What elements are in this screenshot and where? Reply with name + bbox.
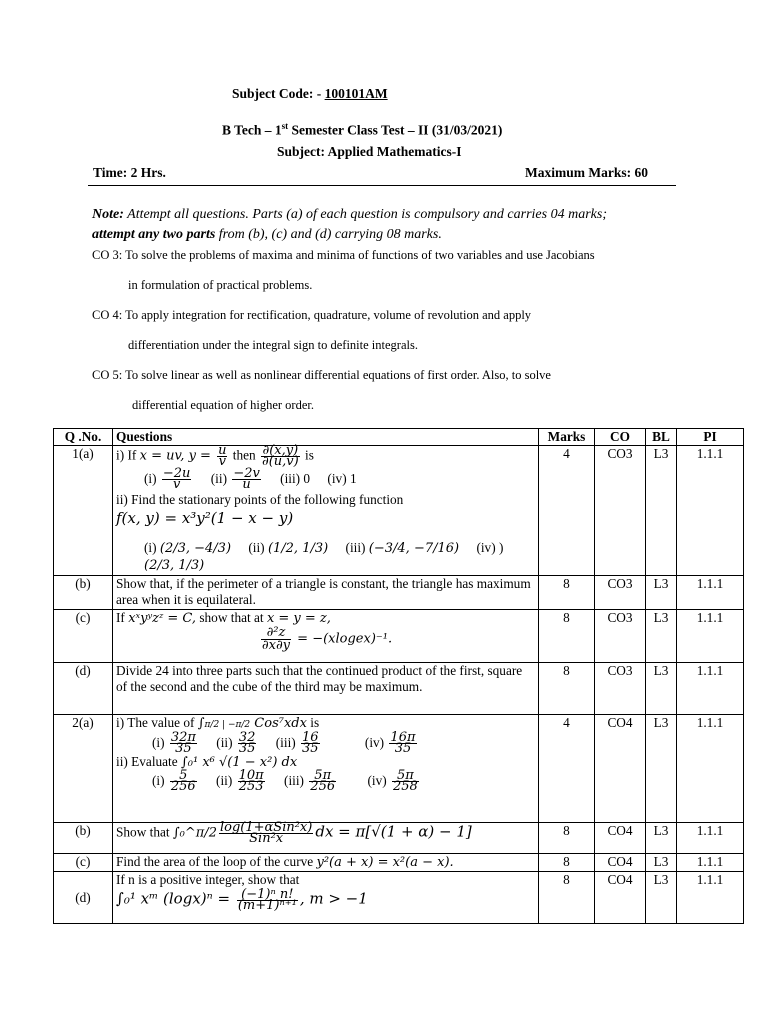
note-label: Note: xyxy=(92,207,124,222)
qno-cell: (b) xyxy=(54,823,113,854)
q2a-pt-4-num: 5π xyxy=(392,771,419,782)
q2a-opt-3-label: (iii) xyxy=(275,734,300,750)
q2a-pt-1-den: 256 xyxy=(170,779,196,794)
q1a-i-options xyxy=(116,466,535,492)
q1a-opt-1 xyxy=(144,466,193,492)
qno-cell: (d) xyxy=(54,663,113,715)
co-cell: CO4 xyxy=(595,872,646,924)
q1a-opt-2-num: −2v xyxy=(233,466,260,481)
bl-cell: L3 xyxy=(646,715,677,823)
bl-cell: L3 xyxy=(646,663,677,715)
exam-title-sup: st xyxy=(281,121,289,131)
q2a-integral-sign: ∫ xyxy=(197,716,205,731)
table-row xyxy=(54,576,744,610)
q2a-opt-2-label: (ii) xyxy=(216,734,236,750)
q1a-pt-3-label: (iii) xyxy=(345,540,369,555)
q2a-opt-2-num: 32 xyxy=(238,730,256,745)
q1a-jacobian xyxy=(261,443,300,469)
subject-code: 100101AM xyxy=(324,86,388,101)
q1c-eq: xˣyʸzᶻ = C, xyxy=(128,611,197,626)
co3-line-1: CO 3: To solve the problems of maxima and minima of functions of two variables and use Jacobians xyxy=(92,248,595,262)
q1a-part-ii: ii) Find the stationary points of the following function xyxy=(116,492,404,507)
q2d-formula xyxy=(116,887,535,913)
q2b-integral: ∫₀^π/2 xyxy=(172,825,217,841)
q1a-pt-2 xyxy=(248,540,328,555)
q1a-opt-1-num: −2u xyxy=(162,466,191,481)
header-marks: Marks xyxy=(539,429,595,446)
q2a-pt-3-label: (iii) xyxy=(284,772,308,788)
q2a-is: is xyxy=(306,715,320,730)
q2a-pt-4-label: (iv) xyxy=(367,772,390,788)
q2a-opt-4-num: 16π xyxy=(390,730,416,745)
co-cell: CO3 xyxy=(595,663,646,715)
qno-cell: (b) xyxy=(54,576,113,610)
q1a-frac-den: v xyxy=(218,454,226,469)
q1a-pt-1-label: (i) xyxy=(144,540,160,555)
header-bl: BL xyxy=(646,429,677,446)
table-row xyxy=(54,872,744,924)
qno-cell: (c) xyxy=(54,854,113,872)
q1a-opt-1-label: (i) xyxy=(144,470,160,486)
q2a-pt-1-label: (i) xyxy=(152,772,168,788)
q2a-pt-3-den: 256 xyxy=(310,779,336,794)
exam-title-post: Semester Class Test – II (31/03/2021) xyxy=(288,122,503,138)
q1a-pt-4-value: (2/3, 1/3) xyxy=(144,558,205,573)
question-cell xyxy=(113,715,539,823)
q2d-frac-den: (m+1)ⁿ⁺¹ xyxy=(237,898,297,913)
q1c-pre: If xyxy=(116,610,129,625)
q1a-pt-2-label: (ii) xyxy=(248,540,268,555)
table-row xyxy=(54,715,744,823)
q2a-pt-1-num: 5 xyxy=(170,771,197,782)
q1a-ii-options xyxy=(116,540,535,574)
subject-code-line xyxy=(232,86,388,102)
co3-line-2: in formulation of practical problems. xyxy=(128,278,313,292)
header-pi: PI xyxy=(677,429,744,446)
q1a-i-eq: x = uv, y = xyxy=(139,448,216,464)
exam-title xyxy=(222,121,502,139)
q1a-opt-2-label: (ii) xyxy=(210,470,231,486)
q1a-pt-3 xyxy=(346,540,460,555)
header-questions: Questions xyxy=(113,429,539,446)
q1a-pt-4-label: (iv) ) xyxy=(476,540,504,555)
note-bold: attempt any two parts xyxy=(92,227,216,242)
q1c-lhs-num: ∂²z xyxy=(261,627,291,640)
pi-cell: 1.1.1 xyxy=(677,610,744,663)
note-text-1: Attempt all questions. Parts (a) of each question is compulsory and carries 04 marks; xyxy=(123,207,607,222)
pi-cell: 1.1.1 xyxy=(677,823,744,854)
q1c-mid: show that at xyxy=(196,610,267,625)
bl-cell: L3 xyxy=(646,446,677,576)
q2d-lhs: ∫₀¹ xᵐ (logx)ⁿ = xyxy=(116,889,235,908)
q2a-pt-2-den: 253 xyxy=(238,779,264,794)
q2a-pt-2-num: 10π xyxy=(238,768,264,783)
q2a-i-options xyxy=(116,730,535,756)
question-cell xyxy=(113,854,539,872)
q2a-opt-1-num: 32π xyxy=(170,730,196,745)
q2a-opt-4-label: (iv) xyxy=(364,734,388,750)
q1a-i-pre: i) If xyxy=(116,447,140,463)
q2b-pre: Show that xyxy=(116,824,173,840)
co4-line-1: CO 4: To apply integration for rectification, quadrature, volume of revolution and apply xyxy=(92,308,532,322)
marks-cell: 8 xyxy=(539,854,595,872)
q2c-eq: y²(a + x) = x²(a − x). xyxy=(316,855,454,870)
q1c-line-1 xyxy=(116,610,535,627)
co4-line-2: differentiation under the integral sign to definite integrals. xyxy=(128,338,418,352)
co-cell: CO4 xyxy=(595,823,646,854)
exam-max-marks: Maximum Marks: 60 xyxy=(525,165,648,180)
q1a-jac-den: ∂(u,v) xyxy=(262,454,299,469)
marks-cell: 4 xyxy=(539,446,595,576)
header-co: CO xyxy=(595,429,646,446)
q1a-opt-2 xyxy=(210,466,263,492)
question-cell xyxy=(113,872,539,924)
q1a-opt-1-den: v xyxy=(172,477,181,492)
bl-cell: L3 xyxy=(646,872,677,924)
q1a-pt-2-value: (1/2, 1/3) xyxy=(267,541,329,556)
q1a-pt-1 xyxy=(144,540,231,555)
q1c-cond: x = y = z, xyxy=(266,611,331,626)
subject-code-label: Subject Code: - xyxy=(232,86,325,101)
marks-cell: 8 xyxy=(539,610,595,663)
question-cell xyxy=(113,820,539,854)
qno-cell: (c) xyxy=(54,610,113,663)
bl-cell: L3 xyxy=(646,576,677,610)
table-row xyxy=(54,854,744,872)
q2a-ii-expr: ∫₀¹ x⁶ √(1 − x²) dx xyxy=(180,755,298,770)
q1a-opt-2-den: u xyxy=(242,477,251,492)
marks-cell: 4 xyxy=(539,715,595,823)
q1a-frac-num: u xyxy=(218,443,227,458)
q1a-is: is xyxy=(301,447,314,463)
co5-line-2: differential equation of higher order. xyxy=(132,398,314,412)
marks-cell: 8 xyxy=(539,663,595,715)
pi-cell: 1.1.1 xyxy=(677,854,744,872)
marks-cell: 8 xyxy=(539,872,595,924)
q2a-opt-1-label: (i) xyxy=(152,734,168,750)
co-cell: CO4 xyxy=(595,854,646,872)
q2b-frac-num: log(1+αSin²x) xyxy=(219,820,313,835)
question-cell: Divide 24 into three parts such that the continued product of the first, square of the second and the cube of the third may be maximum. xyxy=(113,663,539,715)
q2a-opt-3-den: 35 xyxy=(302,741,319,756)
q2a-pt-3-num: 5π xyxy=(309,771,336,782)
header-rule xyxy=(88,185,676,186)
table-row xyxy=(54,610,744,663)
qno-cell: 1(a) xyxy=(54,446,113,576)
exam-note xyxy=(92,205,692,245)
q2a-integrand: Cos⁷xdx xyxy=(250,716,307,731)
qno-cell: (d) xyxy=(54,872,113,924)
q1a-then: then xyxy=(229,447,259,463)
header-qno: Q .No. xyxy=(54,429,113,446)
q2a-ii-pre: ii) Evaluate xyxy=(116,754,181,769)
q2d-pre: If n is a positive integer, show that xyxy=(116,872,300,887)
q1a-opt-3: (iii) 0 xyxy=(280,470,311,486)
q2a-opt-2-den: 35 xyxy=(238,741,256,756)
bl-cell: L3 xyxy=(646,610,677,663)
marks-cell: 8 xyxy=(539,823,595,854)
table-row xyxy=(54,663,744,715)
q2a-i-pre: i) The value of xyxy=(116,715,198,730)
q2a-opt-4-den: 35 xyxy=(394,741,412,756)
q1a-opt-4: (iv) 1 xyxy=(327,470,357,486)
pi-cell: 1.1.1 xyxy=(677,872,744,924)
q1c-lhs-den: ∂x∂y xyxy=(261,638,291,653)
pi-cell: 1.1.1 xyxy=(677,446,744,576)
q1a-pt-1-value: (2/3, −4/3) xyxy=(159,541,232,556)
exam-title-pre: B Tech – 1 xyxy=(222,122,282,138)
pi-cell: 1.1.1 xyxy=(677,715,744,823)
question-cell: Show that, if the perimeter of a triangle is constant, the triangle has maximum area when it is equilateral. xyxy=(113,576,539,610)
co5-line-1: CO 5: To solve linear as well as nonlinear differential equations of first order. Also, to solve xyxy=(92,368,551,382)
q2c-pre: Find the area of the loop of the curve xyxy=(116,854,317,869)
q1a-pt-3-value: (−3/4, −7/16) xyxy=(368,541,460,556)
q1c-rhs: = −(xlogex)⁻¹. xyxy=(293,631,393,647)
marks-cell: 8 xyxy=(539,576,595,610)
subject-title: Subject: Applied Mathematics-I xyxy=(277,144,462,159)
q1a-frac xyxy=(217,443,227,469)
pi-cell: 1.1.1 xyxy=(677,663,744,715)
q2b-frac-den: Sin²x xyxy=(249,831,284,846)
q2d-rhs: , m > −1 xyxy=(299,889,368,908)
q2a-opt-3-num: 16 xyxy=(302,730,319,745)
q2a-pt-2-label: (ii) xyxy=(216,772,236,788)
table-row xyxy=(54,823,744,854)
questions-table xyxy=(53,428,744,924)
qno-cell: 2(a) xyxy=(54,715,113,823)
q2a-limits: π/2 | −π/2 xyxy=(204,720,251,730)
exam-time: Time: 2 Hrs. xyxy=(93,165,166,180)
q1a-function: f(x, y) = x³y²(1 − x − y) xyxy=(116,509,294,527)
co-cell: CO4 xyxy=(595,715,646,823)
q2b-rhs: dx = π[√(1 + α) − 1] xyxy=(315,822,472,841)
question-cell xyxy=(113,443,539,576)
bl-cell: L3 xyxy=(646,823,677,854)
co-cell: CO3 xyxy=(595,576,646,610)
question-cell xyxy=(113,610,539,663)
q1c-line-2 xyxy=(116,627,535,652)
bl-cell: L3 xyxy=(646,854,677,872)
co-cell: CO3 xyxy=(595,446,646,576)
q1a-part-i xyxy=(116,443,535,469)
co-cell: CO3 xyxy=(595,610,646,663)
q2d-frac-num: (−1)ⁿ n! xyxy=(237,890,298,901)
table-header-row xyxy=(54,429,744,446)
note-text-2: from (b), (c) and (d) carrying 08 marks. xyxy=(215,227,442,242)
q2a-opt-1-den: 35 xyxy=(175,741,192,756)
q1a-jac-num: ∂(x,y) xyxy=(262,443,299,458)
q2a-ii-options xyxy=(116,768,535,794)
q2a-pt-4-den: 258 xyxy=(392,779,418,794)
table-row xyxy=(54,446,744,576)
pi-cell: 1.1.1 xyxy=(677,576,744,610)
